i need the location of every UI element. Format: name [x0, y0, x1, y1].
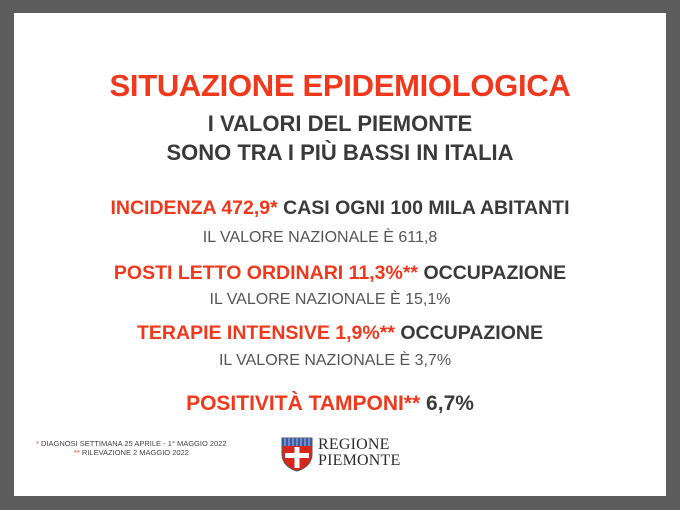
- stat-incidenza-note: IL VALORE NAZIONALE È 611,8: [202, 229, 438, 246]
- slide-title: SITUAZIONE EPIDEMIOLOGICA: [109, 68, 571, 103]
- footnote-2: [74, 448, 189, 457]
- stat-positivita-highlight: POSITIVITÀ TAMPONI**: [186, 392, 421, 415]
- footnote-1-text: DIAGNOSI SETTIMANA 25 APRILE - 1° MAGGIO 2022: [38, 439, 227, 448]
- stat-incidenza: [14, 197, 666, 220]
- stat-incidenza-highlight: INCIDENZA 472,9*: [110, 197, 278, 219]
- stat-posti-letto-note: IL VALORE NAZIONALE È 15,1%: [209, 291, 451, 308]
- stat-incidenza-rest: CASI OGNI 100 MILA ABITANTI: [277, 197, 570, 219]
- stat-terapie-intensive-note: IL VALORE NAZIONALE È 3,7%: [218, 352, 452, 369]
- logo-text: [318, 437, 400, 469]
- slide: [14, 13, 666, 496]
- footnote-2-text: RILEVAZIONE 2 MAGGIO 2022: [79, 448, 189, 457]
- stat-positivita: [4, 392, 656, 416]
- coat-of-arms-icon: [280, 436, 314, 472]
- subtitle-line-2: SONO TRA I PIÙ BASSI IN ITALIA: [166, 140, 514, 165]
- stat-terapie-intensive-highlight: TERAPIE INTENSIVE 1,9%**: [137, 322, 395, 344]
- stat-positivita-rest: 6,7%: [420, 392, 474, 415]
- stat-posti-letto: [14, 262, 666, 285]
- footnote-1: [36, 439, 227, 448]
- stat-terapie-intensive-rest: OCCUPAZIONE: [394, 322, 543, 344]
- regione-piemonte-logo: [280, 436, 401, 472]
- logo-line-1: REGIONE: [318, 436, 390, 453]
- stat-posti-letto-rest: OCCUPAZIONE: [418, 262, 567, 284]
- footnote-2-marker: **: [74, 448, 80, 457]
- logo-line-2: PIEMONTE: [318, 452, 401, 469]
- footnote-1-marker: *: [36, 439, 39, 448]
- subtitle-line-1: I VALORI DEL PIEMONTE: [207, 111, 473, 136]
- stat-terapie-intensive: [14, 322, 666, 345]
- stat-posti-letto-highlight: POSTI LETTO ORDINARI 11,3%**: [113, 262, 419, 284]
